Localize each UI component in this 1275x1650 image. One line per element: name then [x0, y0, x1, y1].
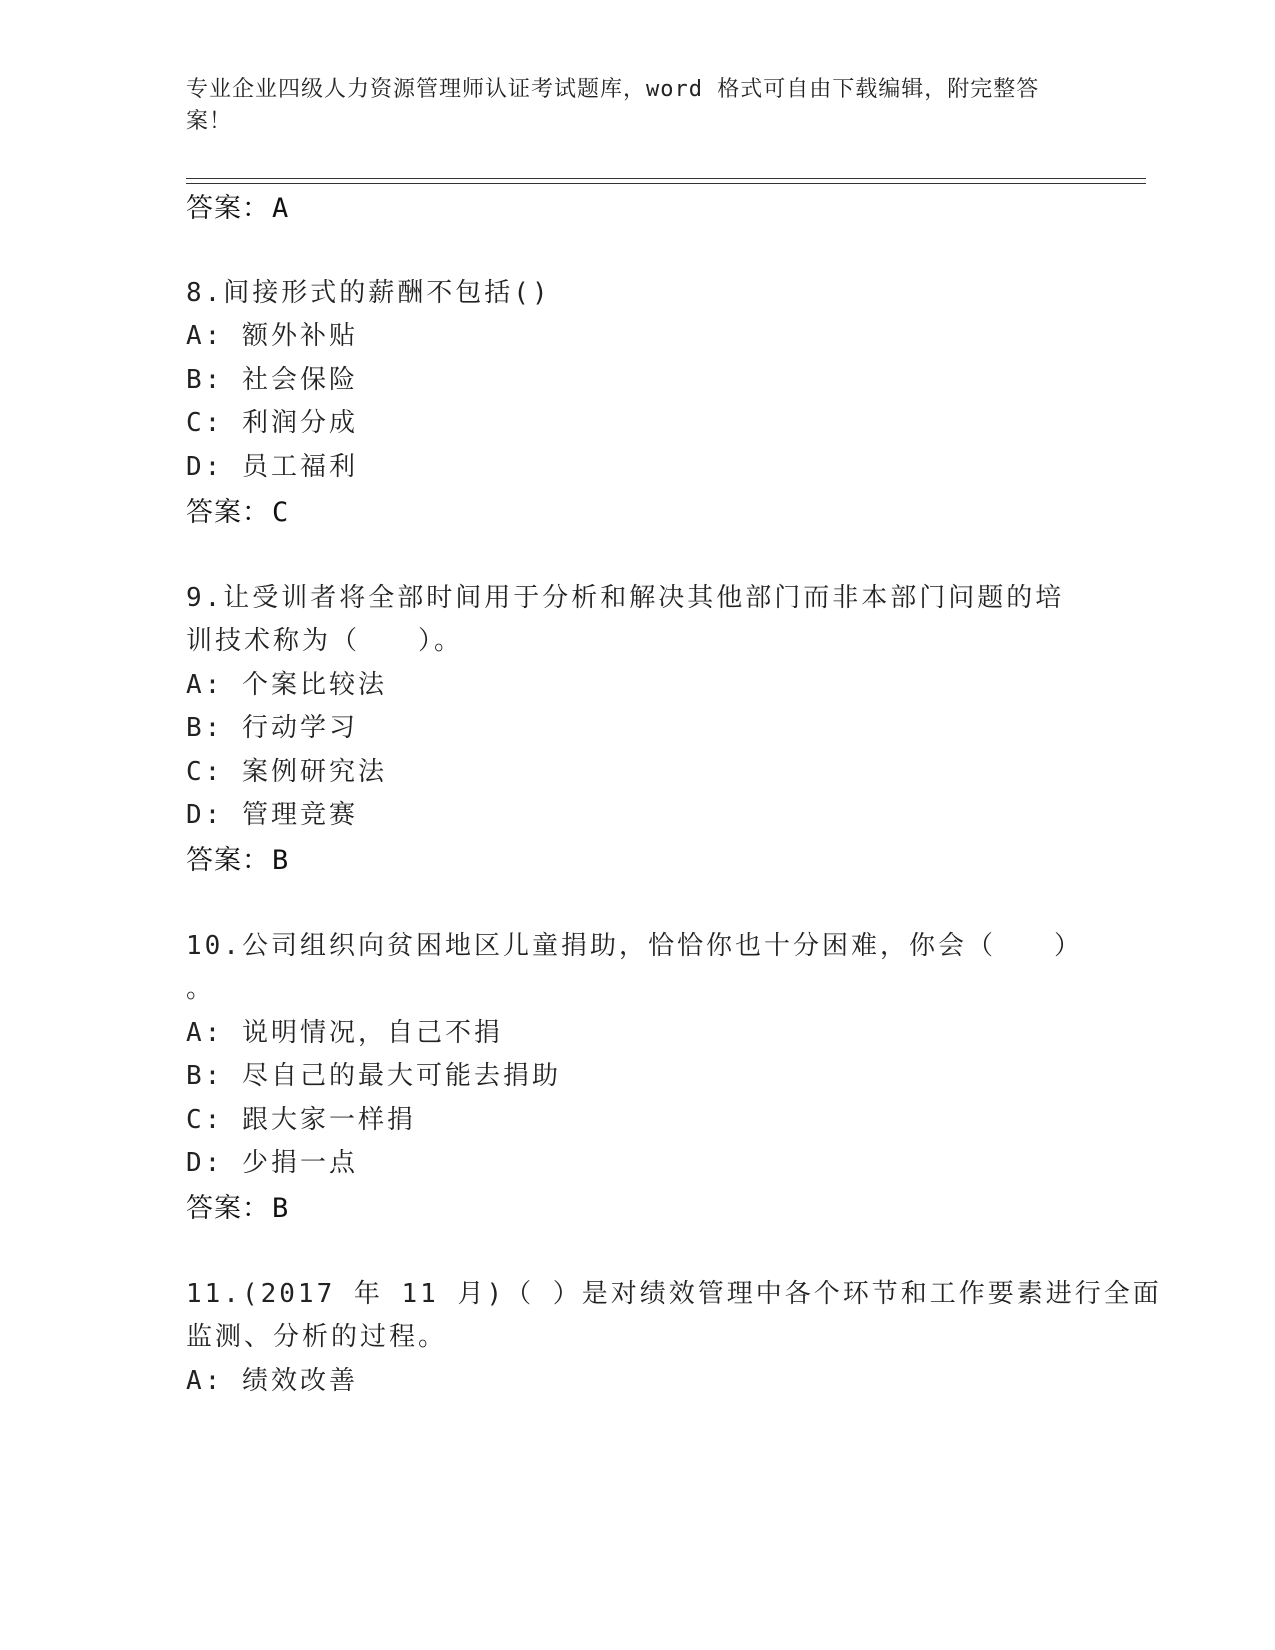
option-d: D: 管理竞赛 — [186, 800, 358, 830]
option-c: C: 案例研究法 — [186, 757, 387, 787]
option-a: A: 个案比较法 — [186, 670, 387, 700]
question-stem: 9.让受训者将全部时间用于分析和解决其他部门而非本部门问题的培 — [186, 583, 1065, 613]
answer-value: B — [272, 845, 290, 876]
option-b: B: 社会保险 — [186, 365, 358, 395]
option-a: A: 额外补贴 — [186, 321, 358, 351]
answer-label: 答案： — [186, 1193, 270, 1224]
answer-line — [186, 186, 289, 225]
option-d: D: 员工福利 — [186, 452, 358, 482]
question-stem-cont: 训技术称为（ ）。 — [186, 626, 464, 656]
answer-line — [186, 1186, 289, 1225]
question-stem: 8.间接形式的薪酬不包括() — [186, 278, 551, 308]
header-rule-top — [186, 178, 1146, 179]
option-b: B: 尽自己的最大可能去捐助 — [186, 1061, 561, 1091]
answer-label: 答案： — [186, 845, 270, 876]
option-c: C: 跟大家一样捐 — [186, 1105, 416, 1135]
header-rule-bottom — [186, 183, 1146, 184]
answer-value: C — [272, 497, 290, 528]
option-c: C: 利润分成 — [186, 408, 358, 438]
answer-value: B — [272, 1193, 290, 1224]
answer-value: A — [272, 193, 290, 224]
option-a: A: 说明情况，自己不捐 — [186, 1018, 503, 1048]
answer-line — [186, 490, 289, 529]
option-d: D: 少捐一点 — [186, 1148, 358, 1178]
answer-label: 答案： — [186, 497, 270, 528]
answer-label: 答案： — [186, 193, 270, 224]
question-stem-cont: 监测、分析的过程。 — [186, 1322, 448, 1352]
header-note: 专业企业四级人力资源管理师认证考试题库，word 格式可自由下载编辑，附完整答案！ — [186, 77, 1040, 134]
answer-line — [186, 838, 289, 877]
option-a: A: 绩效改善 — [186, 1366, 358, 1396]
option-b: B: 行动学习 — [186, 713, 358, 743]
question-stem-cont: 。 — [186, 974, 216, 1004]
question-stem: 11.(2017 年 11 月)（ ）是对绩效管理中各个环节和工作要素进行全面 — [186, 1279, 1162, 1309]
question-stem: 10.公司组织向贫困地区儿童捐助，恰恰你也十分困难，你会（ ） — [186, 931, 1083, 961]
